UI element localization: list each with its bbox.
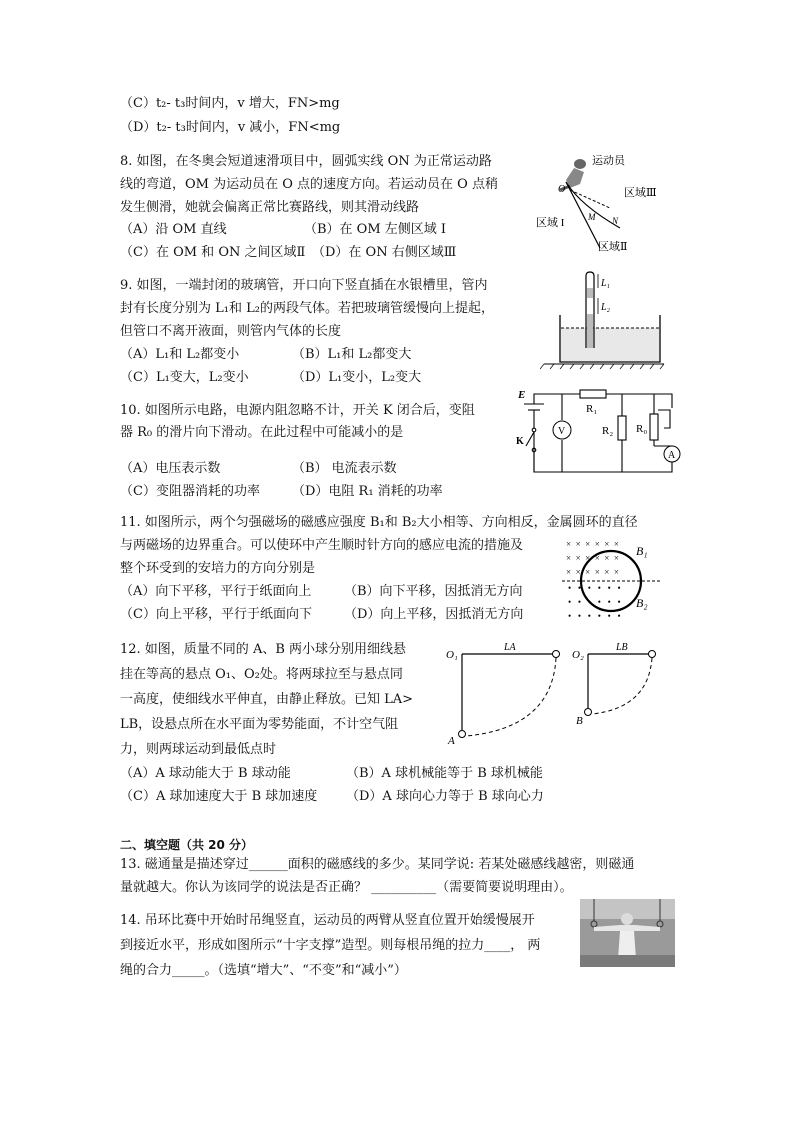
q9-option-b: （B）L₁和 L₂都变大 (292, 347, 412, 362)
q8-option-c: （C）在 OM 和 ON 之间区域Ⅱ (120, 245, 306, 260)
q12-option-d: （D）A 球向心力等于 B 球向心力 (346, 789, 544, 804)
q12-stem-line2: 挂在等高的悬点 O₁、O₂处。将两球拉至与悬点同 (120, 667, 403, 682)
fig-label-B1: B₁ (636, 544, 648, 558)
fig-label-O2: O₂ (572, 649, 584, 661)
fig-label-O1: O₁ (446, 649, 458, 661)
fig-label-R0: R₀ (636, 423, 648, 435)
fig-label-R1: R₁ (586, 403, 598, 415)
fig-label-L2: L₂ (601, 302, 611, 313)
prev-option-d: （D）t₂- t₃时间内，v 减小，FN<mg (120, 120, 341, 135)
q9-option-a: （A）L₁和 L₂都变小 (120, 347, 240, 362)
fig-label-B: B (576, 715, 583, 727)
svg-text:× × × × × ×: × × × × × × (566, 567, 619, 577)
q10-option-c: （C）变阻器消耗的功率 (120, 484, 260, 499)
q11-option-a: （A）向下平移，平行于纸面向上 (120, 584, 312, 599)
section-2-heading: 二、填空题（共 20 分） (120, 838, 254, 852)
q10-option-d: （D）电阻 R₁ 消耗的功率 (292, 484, 443, 499)
svg-text:• • • • • •: • • • • • • (568, 597, 621, 607)
fig-label-L1: L₁ (601, 278, 611, 289)
q13-line1: 13. 磁通量是描述穿过______面积的磁感线的多少。某同学说: 若某处磁感线越密，则磁通 (120, 857, 635, 872)
fig-label-E: E (518, 389, 526, 401)
q14-line3: 绳的合力_____。（选填“增大”、“不变”和“减小”） (120, 963, 407, 978)
q9-stem-line1: 9. 如图，一端封闭的玻璃管，开口向下竖直插在水银槽里，管内 (120, 278, 488, 293)
q8-skating-figure (530, 150, 680, 260)
q10-option-b: （B） 电流表示数 (292, 461, 397, 476)
q11-option-d: （D）向上平移，因抵消无方向 (344, 607, 524, 622)
svg-text:× × × × × ×: × × × × × × (566, 539, 619, 549)
q13-line2: 量就越大。你认为该同学的说法是否正确？ __________（需要简要说明理由）。 (120, 880, 573, 895)
q11-stem-line3: 整个环受到的安培力的方向分别是 (120, 561, 316, 576)
q14-line1: 14. 吊环比赛中开始时吊绳竖直，运动员的两臂从竖直位置开始缓慢展开 (120, 913, 535, 928)
fig-label-A: A (668, 450, 676, 461)
q10-option-a: （A）电压表示数 (120, 461, 221, 476)
q12-stem-line5: 力，则两球运动到最低点时 (120, 742, 277, 757)
q11-magnetic-field-figure (560, 535, 670, 620)
q10-circuit-figure (512, 388, 682, 480)
fig-label-M: M (588, 212, 596, 222)
fig-label-V: V (558, 426, 566, 437)
q8-option-a: （A）沿 OM 直线 (120, 222, 227, 237)
q12-option-a: （A）A 球动能大于 B 球动能 (120, 766, 291, 781)
q8-option-d: （D）在 ON 右侧区域Ⅲ (312, 245, 457, 260)
q11-option-c: （C）向上平移，平行于纸面向下 (120, 607, 312, 622)
fig-label-LB: LB (616, 642, 628, 653)
q9-stem-line2: 封有长度分别为 L₁和 L₂的两段气体。若把玻璃管缓慢向上提起， (120, 301, 494, 316)
q11-stem-line1: 11. 如图所示，两个匀强磁场的磁感应强度 B₁和 B₂大小相等、方向相反，金属圆环的直径 (120, 515, 638, 530)
q12-option-c: （C）A 球加速度大于 B 球加速度 (120, 789, 318, 804)
q10-stem-line2: 器 R₀ 的滑片向下滑动。在此过程中可能减小的是 (120, 425, 404, 440)
q10-stem-line1: 10. 如图所示电路，电源内阻忽略不计，开关 K 闭合后，变阻 (120, 403, 475, 418)
q9-stem-line3: 但管口不离开液面，则管内气体的长度 (120, 324, 342, 339)
fig-label-LA: LA (504, 642, 516, 653)
q8-stem-line3: 发生侧滑，她就会偏离正常比赛路线，则其滑动线路 (120, 200, 420, 215)
fig-label-region3: 区域Ⅲ (624, 187, 657, 199)
fig-label-athlete: 运动员 (592, 155, 625, 167)
q12-stem-line4: LB，设悬点所在水平面为零势能面，不计空气阻 (120, 717, 399, 732)
fig-label-N: N (612, 216, 619, 226)
fig-label-O: O (558, 184, 566, 195)
svg-text:• • • • • •: • • • • • • (568, 611, 621, 620)
q12-option-b: （B）A 球机械能等于 B 球机械能 (346, 766, 543, 781)
q9-mercury-tube-figure (540, 270, 670, 370)
q14-gymnast-photo (580, 899, 675, 967)
q11-stem-line2: 与两磁场的边界重合。可以使环中产生顺时针方向的感应电流的措施及 (120, 538, 524, 553)
fig-label-region2: 区域Ⅱ (598, 241, 628, 253)
q8-stem-line1: 8. 如图，在冬奥会短道速滑项目中，圆弧实线 ON 为正常运动路 (120, 154, 492, 169)
fig-label-K: K (516, 436, 524, 447)
svg-text:• • • • • •: • • • • • • (568, 583, 621, 593)
q9-option-c: （C）L₁变大，L₂变小 (120, 370, 249, 385)
q14-line2: 到接近水平，形成如图所示“十字支撑”造型。则每根吊绳的拉力____， 两 (120, 938, 541, 953)
q8-stem-line2: 线的弯道，OM 为运动员在 O 点的速度方向。若运动员在 O 点稍 (120, 177, 498, 192)
q9-option-d: （D）L₁变小，L₂变大 (292, 370, 422, 385)
prev-option-c: （C）t₂- t₃时间内，v 增大，FN>mg (120, 96, 340, 111)
fig-label-R2: R₂ (602, 425, 614, 437)
fig-label-A: A (448, 735, 455, 747)
q12-pendulum-figure (440, 636, 670, 748)
q8-option-b: （B）在 OM 左侧区域 I (304, 222, 447, 237)
q11-option-b: （B）向下平移，因抵消无方向 (344, 584, 523, 599)
fig-label-region1: 区域 I (536, 217, 565, 229)
q12-stem-line1: 12. 如图，质量不同的 A、B 两小球分别用细线悬 (120, 642, 407, 657)
svg-text:× × × × × ×: × × × × × × (566, 553, 619, 563)
fig-label-B2: B₂ (636, 596, 648, 610)
q12-stem-line3: 一高度，使细线水平伸直，由静止释放。已知 LA> (120, 692, 414, 707)
